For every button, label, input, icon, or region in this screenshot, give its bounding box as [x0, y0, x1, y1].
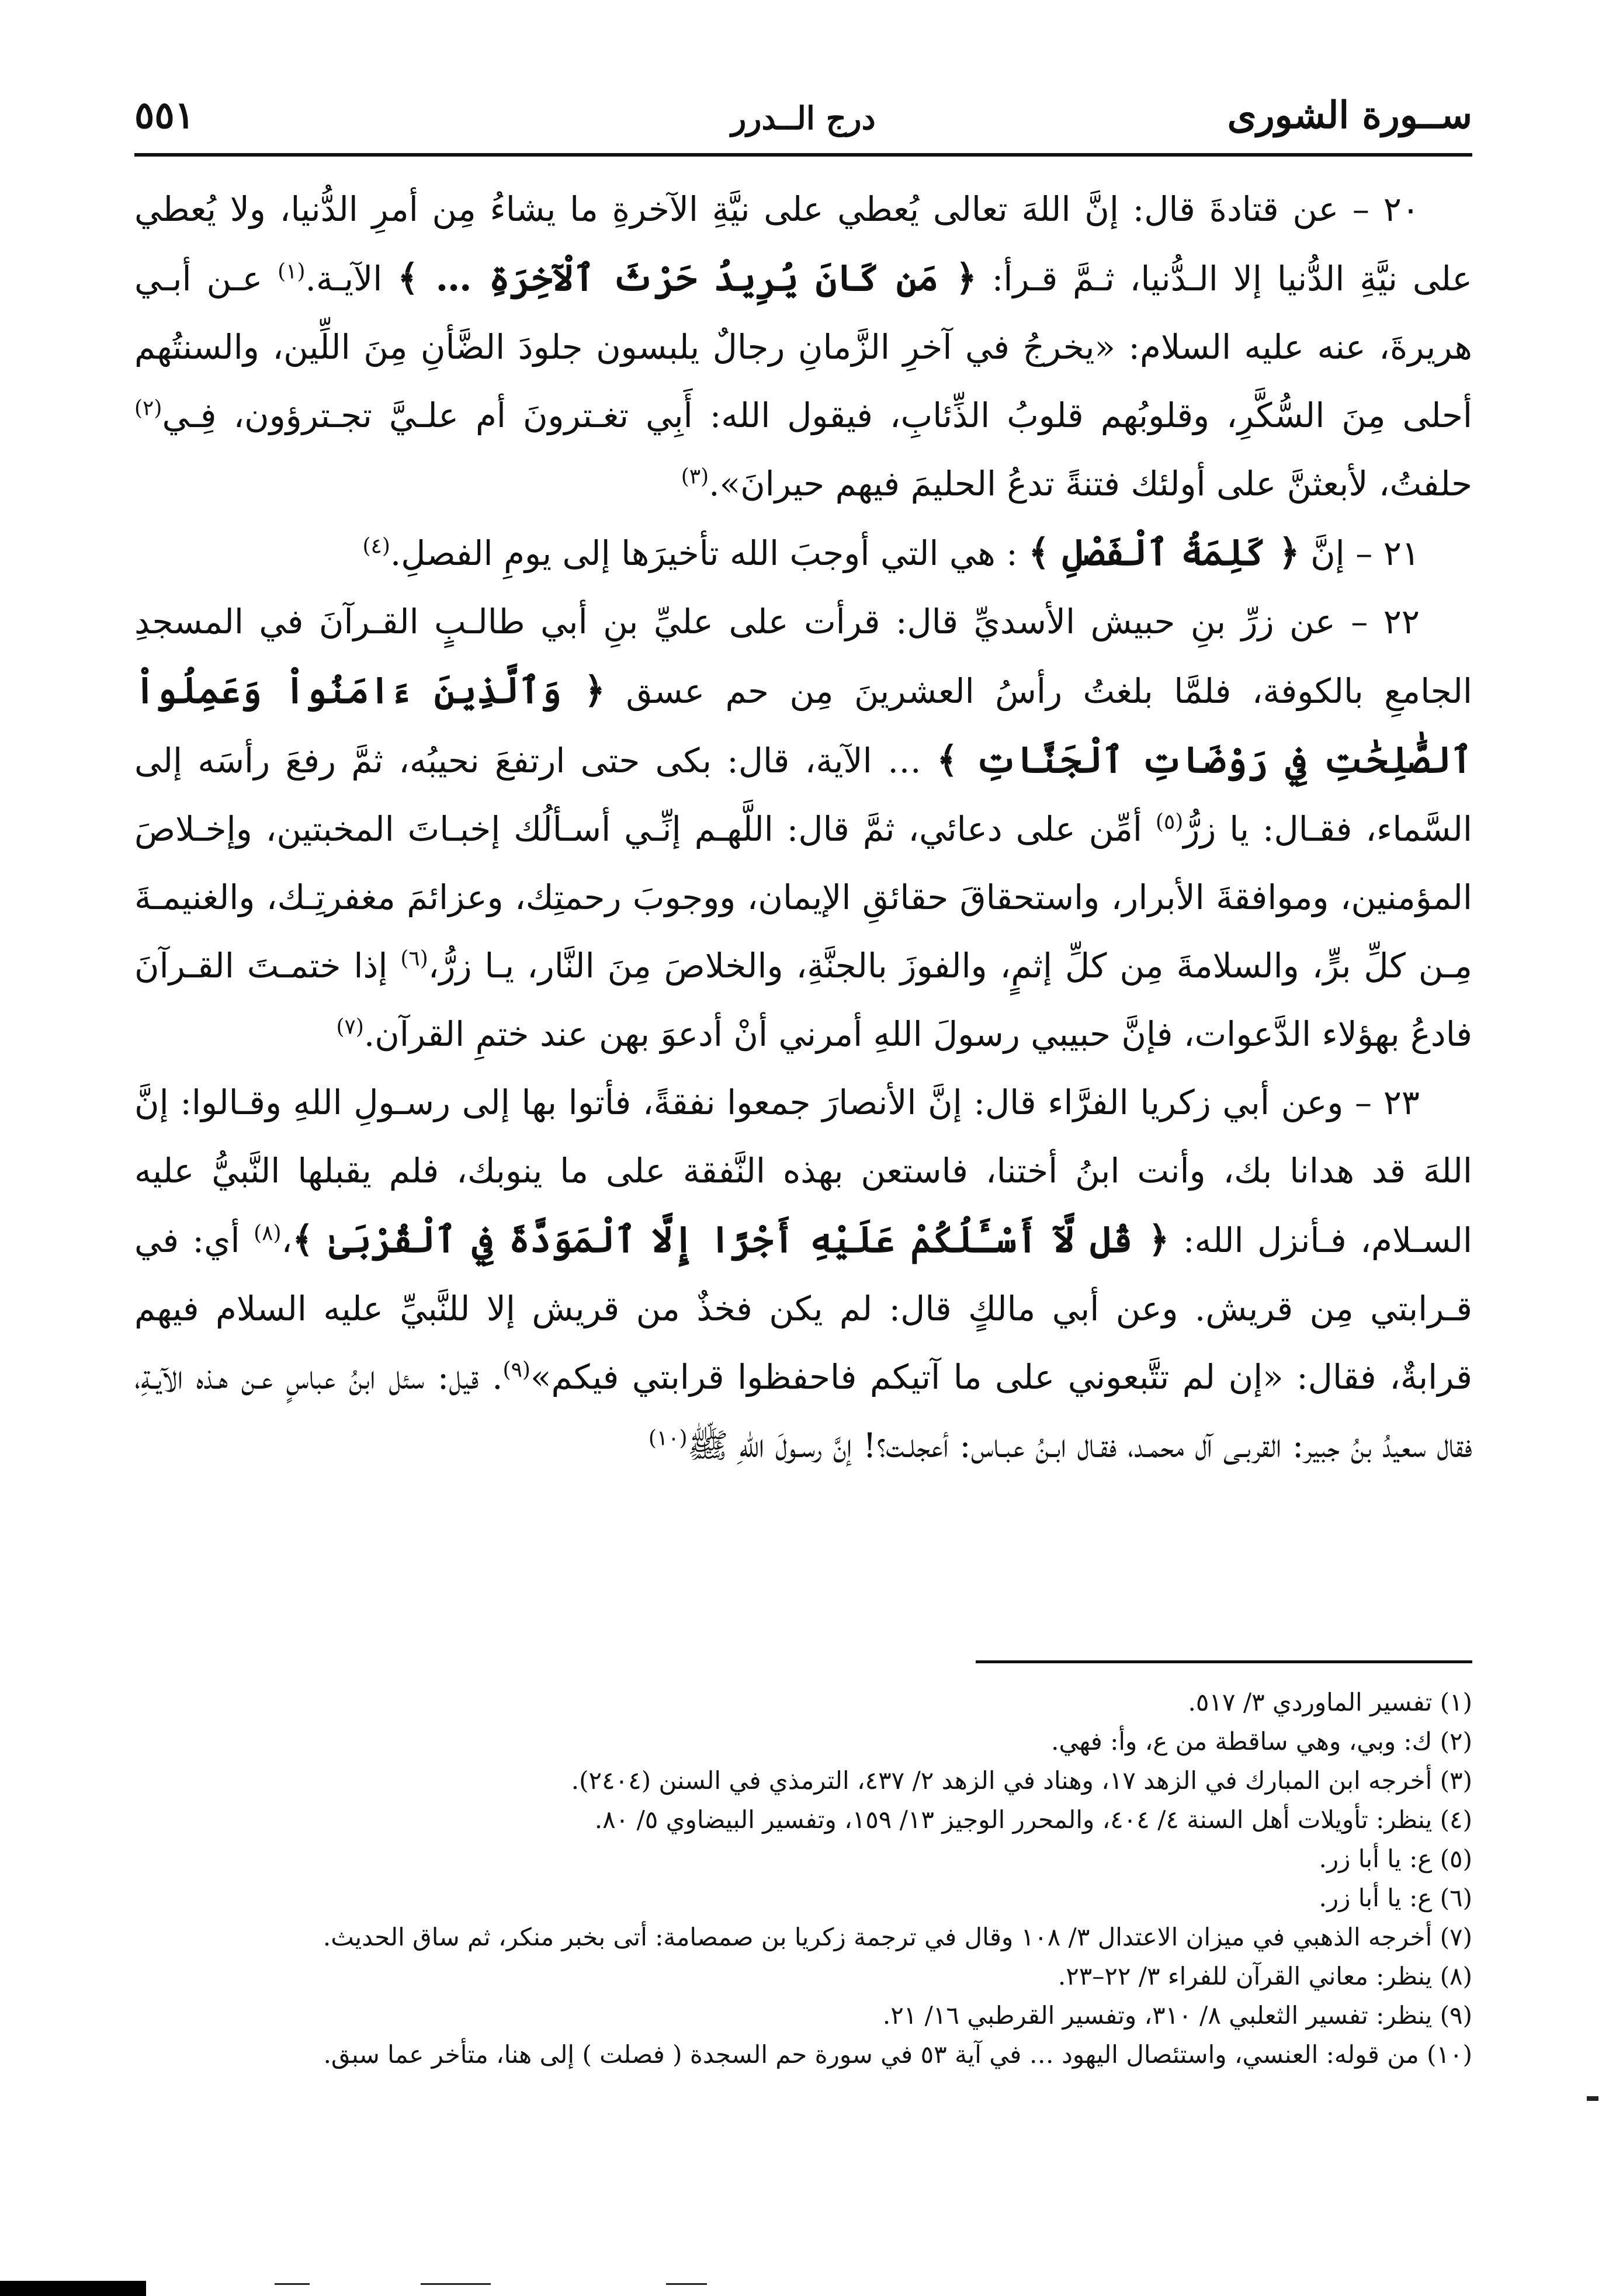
- header-rule: [134, 153, 1472, 157]
- footnote-ref: (٤): [362, 534, 390, 559]
- page-header: [134, 88, 1472, 152]
- scan-mark: [421, 2283, 491, 2285]
- footnote-4: (٤) ينظر: تأويلات أهل السنة ٤/ ٤٠٤، والمحرر الوجيز ١٣/ ١٥٩، وتفسير البيضاوي ٥/ ٨٠.: [594, 1805, 1472, 1834]
- page-number: ٥٥١: [134, 93, 195, 137]
- scan-mark: [666, 2283, 707, 2285]
- footnote-ref: (٧): [336, 1015, 364, 1039]
- footnote-ref: (٨): [254, 1221, 282, 1246]
- footnote-ref: (٢): [134, 396, 162, 421]
- scan-mark: [1587, 2096, 1598, 2101]
- footnote-6: (٦) ع: يا أبا زر.: [1319, 1884, 1472, 1912]
- footnotes: [134, 1683, 1472, 2074]
- footnote-3: (٣) أخرجه ابن المبارك في الزهد ١٧، وهناد في الزهد ٢/ ٤٣٧، الترمذي في السنن (٢٤٠٤).: [571, 1766, 1472, 1795]
- footnote-2: (٢) ك: وبي، وهي ساقطة من ع، وأ: فهي.: [1051, 1727, 1472, 1756]
- scan-mark: [275, 2283, 310, 2285]
- footnote-ref: (٩): [502, 1358, 530, 1382]
- footnote-ref: (٥): [1155, 810, 1184, 834]
- book-title: درج الــدرر: [731, 99, 876, 137]
- quran-verse: ﴿ قُل لَّآ أَسْـَٔلُكُمْ عَلَيْهِ أَجْرًا إِلَّا ٱلْمَوَدَّةَ فِي ٱلْقُرْبَىٰ ﴾: [292, 1218, 1170, 1261]
- paragraph-22: ٢٢ – عن زرِّ بنِ حبيش الأسديِّ قال: قرأت على عليِّ بنِ أبي طالـبٍ القـرآنَ في المسجدِ الجامعِ بالكوفة، فلمَّا بلغتُ رأسُ العشرينَ مِن حم عسق ﴿ وَٱلَّذِينَ ءَامَنُواْ وَعَمِلُواْ ٱلصَّٰلِحَٰتِ فِي رَوْضَاتِ ٱلْجَنَّاتِ ﴾ … الآية، قال: بكى حتى ارتفعَ نحيبُه، ثمَّ رفعَ رأسَه إلى السَّماء، فقـال: يا زرُّ$^{(٥)}$ أمِّن على دعائي، ثمَّ قال: اللَّهـم إنِّـي أسـألُك إخبـاتَ المخبتين، وإخـلاصَ المؤمنين، وموافقةَ الأبرار، واستحقاقَ حقائقِ الإيمان، ووجوبَ رحمتِك، وعزائمَ مغفرتِـك، والغنيمـةَ مِـن كلِّ برٍّ، والسلامةَ مِن كلِّ إثمٍ، والفوزَ بالجنَّةِ، والخلاصَ مِنَ النَّار، يـا زرُّ،$^{(٦)}$ إذا ختمـتَ القـرآنَ فادعُ بهؤلاء الدَّعوات، فإنَّ حبيبي رسولَ اللهِ أمرني أنْ أدعوَ بهن عند ختمِ القرآن.$^{(٧)}$: [134, 602, 1473, 1054]
- footnote-ref: (١): [278, 259, 306, 284]
- paragraph-20: ٢٠ – عن قتادةَ قال: إنَّ اللهَ تعالى يُعطي على نيَّةِ الآخرةِ ما يشاءُ مِن أمرِ الدُّنيا، ولا يُعطي على نيَّةِ الدُّنيا إلا الـدُّنيا، ثـمَّ قـرأ: ﴿ مَن كَانَ يُرِيدُ حَرْثَ ٱلْآخِرَةِ … ﴾ الآيـة.$^{(١)}$ عـن أبـي هريرةَ، عنه عليه السلام: «يخرجُ في آخرِ الزَّمانِ رجالٌ يلبسون جلودَ الضَّأنِ مِنَ اللِّين، والسنتُهم أحلى مِنَ السُّكَّرِ، وقلوبُهم قلوبُ الذِّئابِ، فيقول الله: أَبِي تغـترونَ أم علـيَّ تجـترؤون، فِـي$^{(٢)}$ حلفتُ، لأبعثنَّ على أولئك فتنةً تدعُ الحليمَ فيهم حيرانَ».$^{(٣)}$: [134, 189, 1472, 504]
- surah-title: ســورة الشورى: [1227, 93, 1472, 137]
- footnote-7: (٧) أخرجه الذهبي في ميزان الاعتدال ٣/ ١٠٨ وقال في ترجمة زكريا بن صمصامة: أتى بخبر منكر، ثم ساق الحديث.: [323, 1923, 1472, 1951]
- footnote-ref: (٣): [681, 464, 709, 489]
- quran-verse: ﴿ كَلِمَةُ ٱلْفَصْلِ ﴾: [1028, 531, 1300, 574]
- scan-mark: [0, 2281, 146, 2296]
- main-text: [134, 175, 1472, 1480]
- footnote-8: (٨) ينظر: معاني القرآن للفراء ٣/ ٢٢–٢٣.: [1057, 1962, 1472, 1990]
- paragraph-21: ٢١ – إنَّ ﴿ كَلِمَةُ ٱلْفَصْلِ ﴾ : هي التي أوجبَ الله تأخيرَها إلى يومِ الفصلِ.$^{(٤)}$: [362, 531, 1420, 574]
- footnote-1: (١) تفسير الماوردي ٣/ ٥١٧.: [1188, 1688, 1472, 1716]
- paragraph-23: ٢٣ – وعن أبي زكريا الفرَّاء قال: إنَّ الأنصارَ جمعوا نفقةً، فأتوا بها إلى رسـولِ اللهِ وقـالوا: إنَّ اللهَ قد هدانا بك، وأنت ابنُ أختنا، فاستعن بهذه النَّفقة على ما ينوبك، فلم يقبلها النَّبيُّ عليه السـلام، فـأنزل الله: ﴿ قُل لَّآ أَسْـَٔلُكُمْ عَلَيْهِ أَجْرًا إِلَّا ٱلْمَوَدَّةَ فِي ٱلْقُرْبَىٰ ﴾،$^{(٨)}$ أي: في قـرابتي مِن قريش. وعن أبي مالكٍ قال: لم يكن فخذٌ من قريش إلا للنَّبيِّ عليه السلام فيهم قرابةٌ، فقال: «إن لم تتَّبعوني على ما آتيكم فاحفظوا قرابتي فيكم»$^{(٩)}$. قيل: سئل ابنُ عباسٍ عـن هـذه الآيـةِ، فقال سعيدُ بنُ جبير: القربـى آل محمـد، فقـال ابـنُ عبـاس: أعجلـت؟! إنَّ رسـولَ اللهِ ﷺ$^{(١٠)}$: [134, 1083, 1472, 1465]
- footnote-5: (٥) ع: يا أبا زر.: [1319, 1844, 1472, 1873]
- footnote-ref: (١٠): [648, 1426, 688, 1451]
- footnote-separator: [976, 1660, 1472, 1663]
- quran-verse: ﴿ وَٱلَّذِينَ ءَامَنُواْ وَعَمِلُواْ ٱلصَّٰلِحَٰتِ فِي رَوْضَاتِ ٱلْجَنَّاتِ ﴾: [134, 669, 1472, 781]
- footnote-ref: (٦): [400, 946, 428, 971]
- footnote-10: (١٠) من قوله: العنسي، واستئصال اليهود … في آية ٥٣ في سورة حم السجدة ( فصلت ) إلى هنا، متأخر عما سبق.: [323, 2040, 1472, 2069]
- footnote-9: (٩) ينظر: تفسير الثعلبي ٨/ ٣١٠، وتفسير القرطبي ١٦/ ٢١.: [882, 2001, 1472, 2030]
- quran-verse: ﴿ مَن كَانَ يُرِيدُ حَرْثَ ٱلْآخِرَةِ … ﴾: [397, 256, 977, 299]
